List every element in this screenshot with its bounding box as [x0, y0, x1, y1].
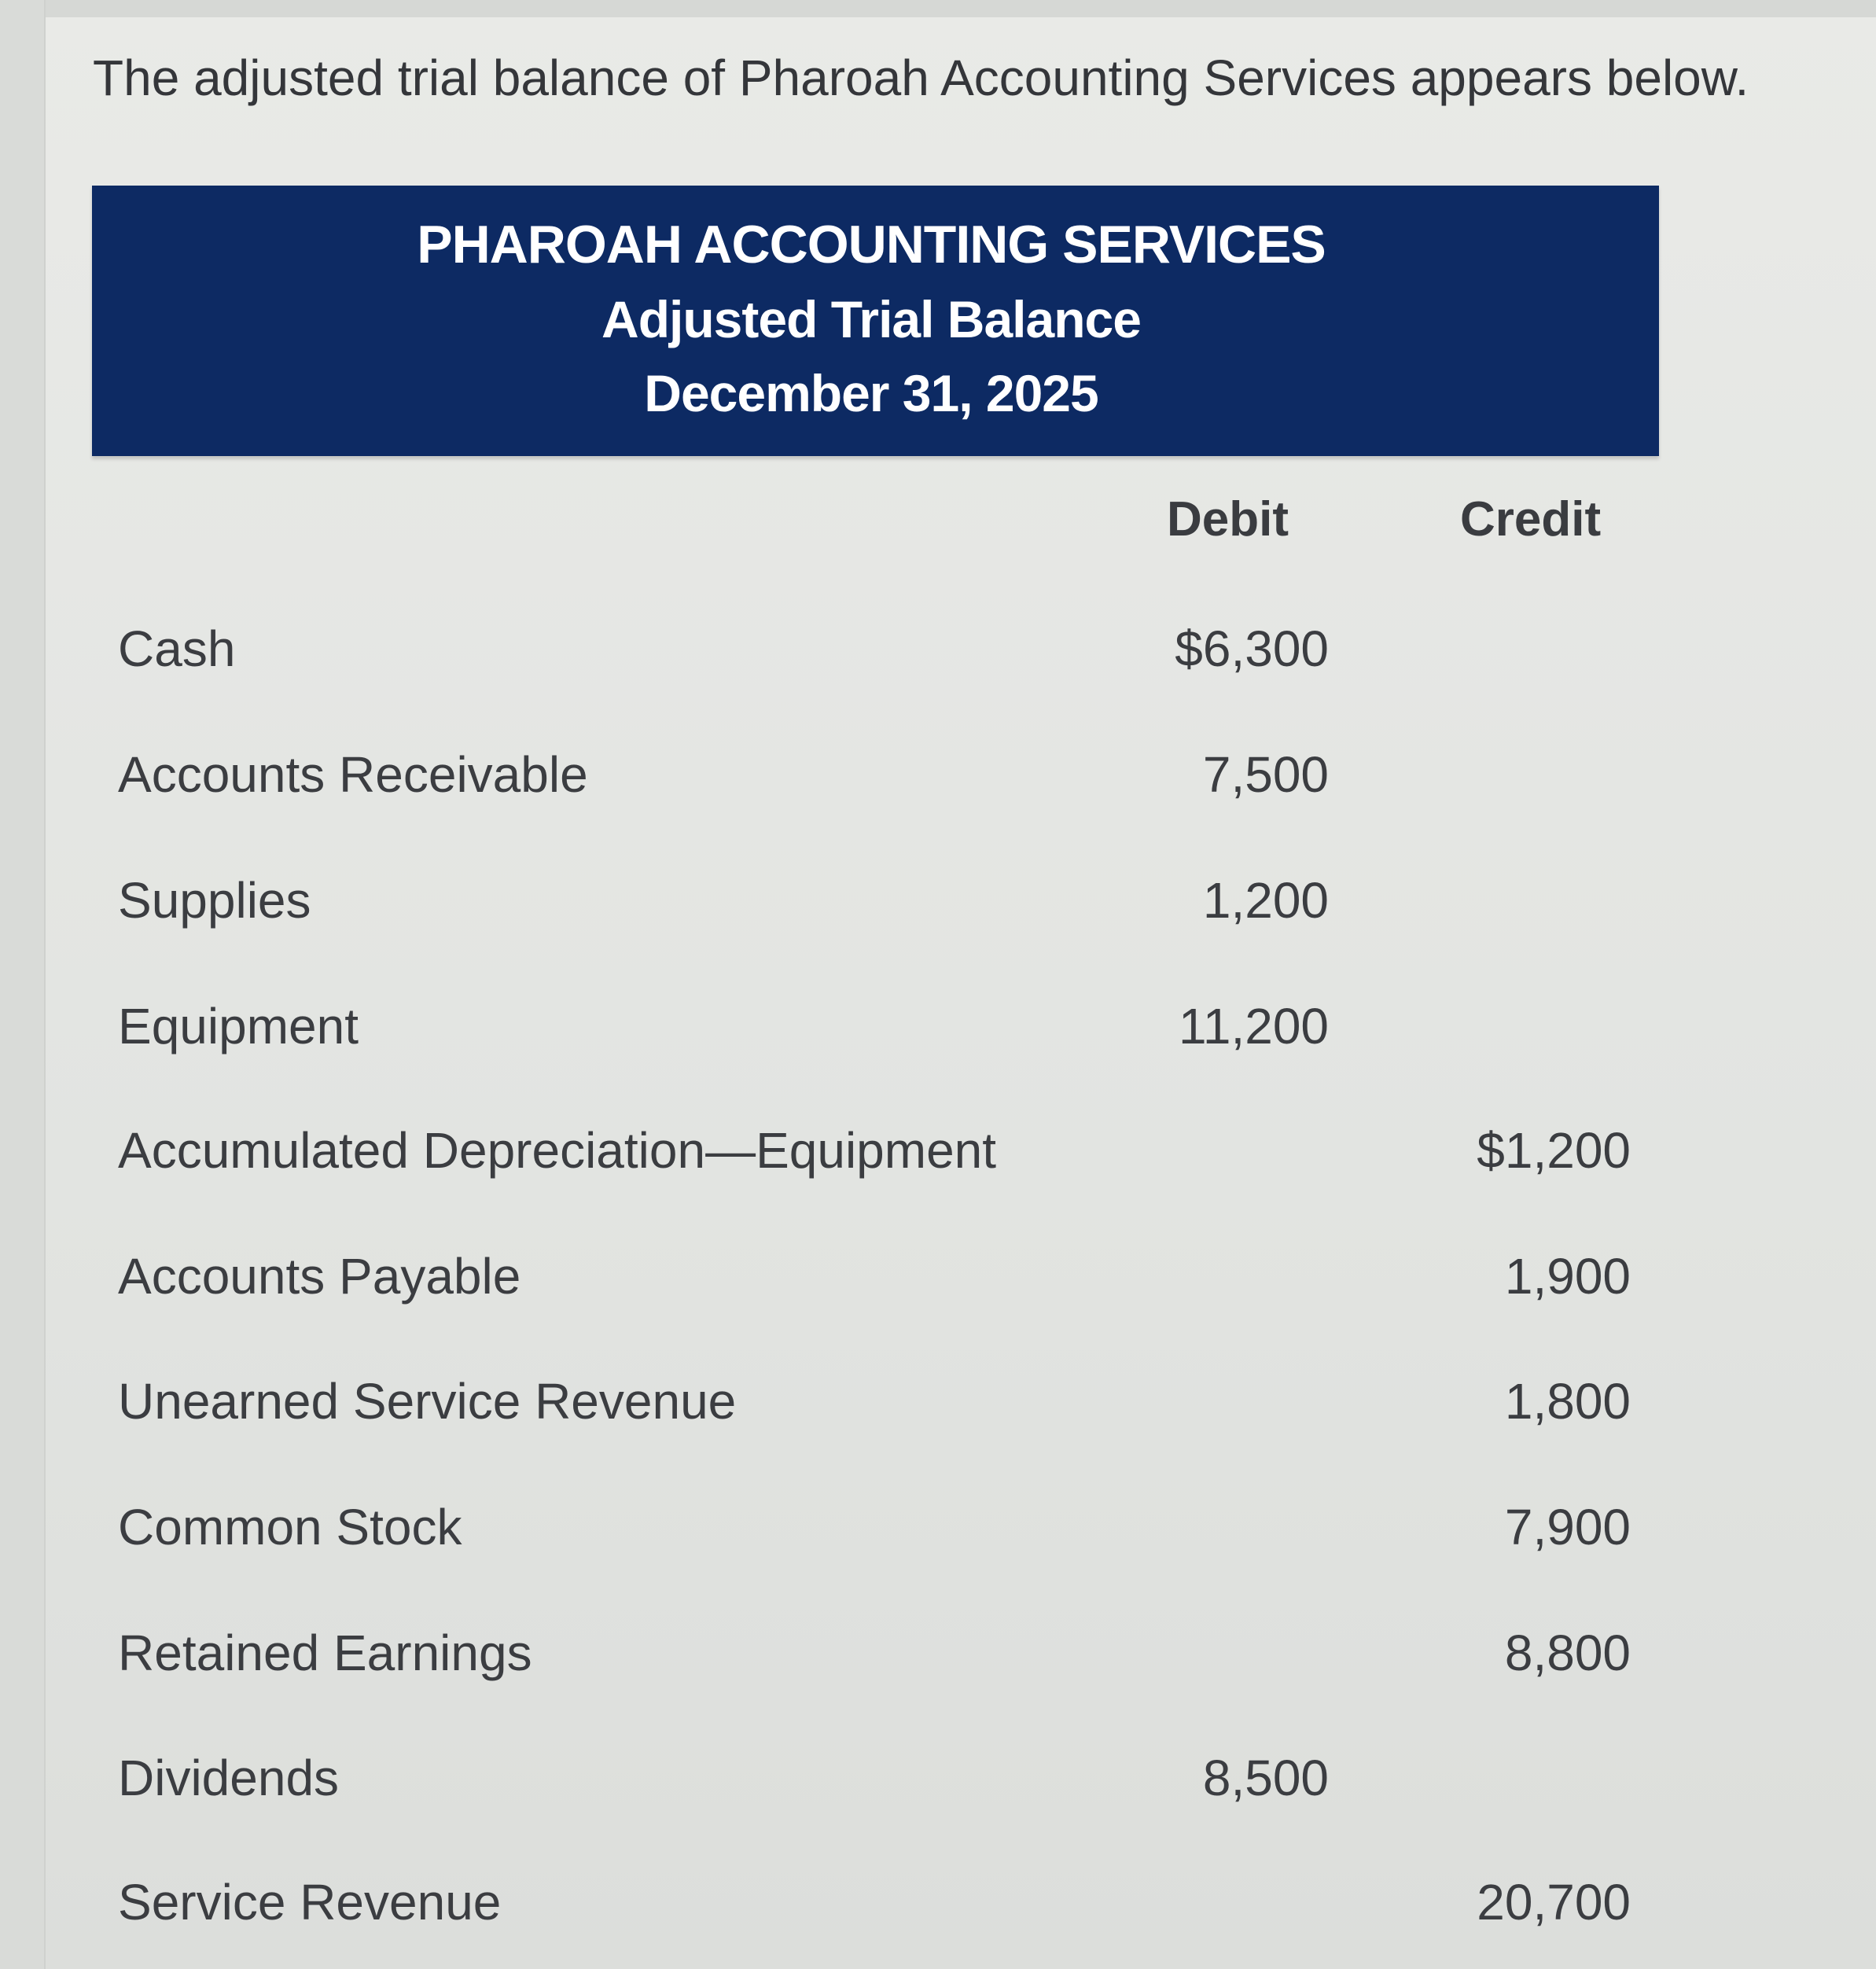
table-row — [0, 1873, 1876, 1936]
credit-amount: 20,700 — [1477, 1874, 1631, 1930]
table-row — [0, 1498, 1876, 1561]
debit-amount: 7,500 — [1202, 746, 1329, 803]
debit-amount: $6,300 — [1175, 620, 1329, 677]
credit-amount: 1,800 — [1504, 1373, 1631, 1430]
account-name: Supplies — [118, 872, 311, 929]
table-row — [0, 1749, 1876, 1812]
debit-amount: 1,200 — [1202, 872, 1329, 929]
credit-amount: 1,900 — [1504, 1248, 1631, 1305]
credit-amount: 7,900 — [1504, 1499, 1631, 1555]
credit-amount: 8,800 — [1504, 1625, 1631, 1681]
table-row — [0, 1121, 1876, 1184]
table-row — [0, 620, 1876, 683]
account-name: Dividends — [118, 1750, 340, 1806]
account-name: Retained Earnings — [118, 1625, 532, 1681]
account-name: Accounts Payable — [118, 1248, 521, 1305]
account-name: Accumulated Depreciation—Equipment — [118, 1122, 997, 1179]
account-name: Equipment — [118, 998, 359, 1054]
account-name: Common Stock — [118, 1499, 462, 1555]
table-row — [0, 1247, 1876, 1310]
account-name: Accounts Receivable — [118, 746, 588, 803]
credit-amount: $1,200 — [1477, 1122, 1631, 1179]
top-border — [0, 0, 1876, 17]
table-row — [0, 997, 1876, 1060]
table-row — [0, 871, 1876, 934]
account-name: Service Revenue — [118, 1874, 502, 1930]
credit-column-header: Credit — [1460, 492, 1602, 547]
table-row — [0, 745, 1876, 808]
debit-column-header: Debit — [1167, 492, 1289, 547]
debit-amount: 11,200 — [1179, 998, 1329, 1054]
debit-amount: 8,500 — [1202, 1750, 1329, 1806]
table-row — [0, 1372, 1876, 1435]
account-name: Cash — [118, 620, 236, 677]
company-name: PHAROAH ACCOUNTING SERVICES — [417, 215, 1326, 274]
statement-title: Adjusted Trial Balance — [601, 290, 1141, 348]
table-row — [0, 1624, 1876, 1687]
statement-date: December 31, 2025 — [644, 364, 1098, 422]
account-name: Unearned Service Revenue — [118, 1373, 737, 1430]
intro-text: The adjusted trial balance of Pharoah Accounting Services appears below. — [93, 50, 1749, 106]
